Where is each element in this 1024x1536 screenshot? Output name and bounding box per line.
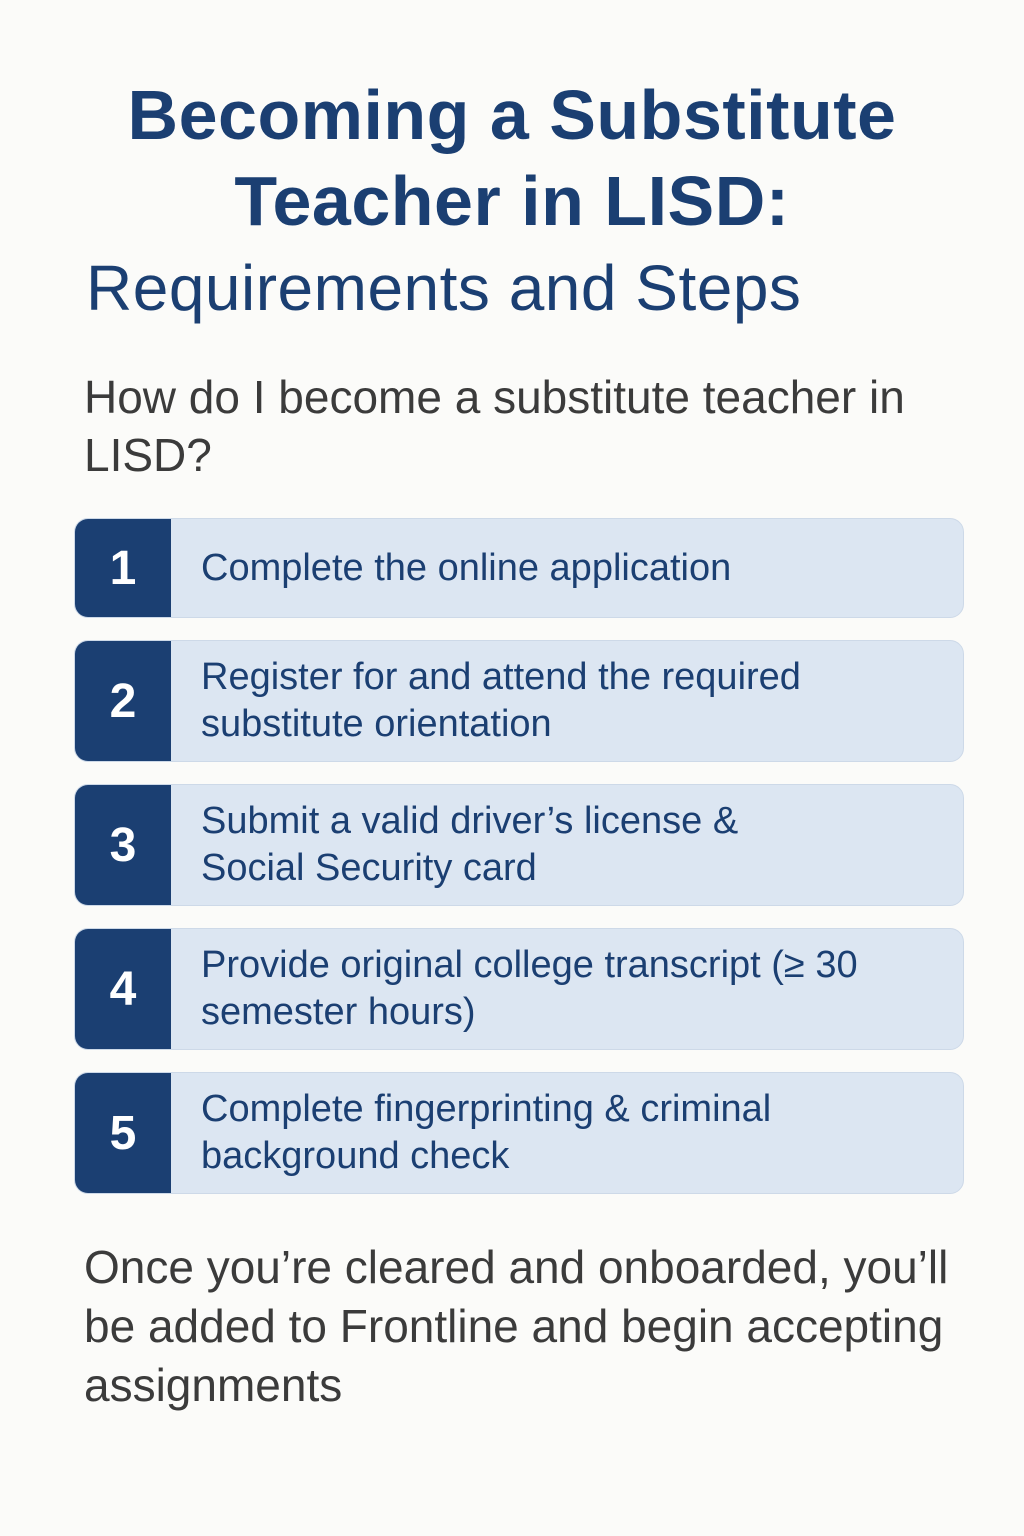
step-item-5 [74, 1072, 964, 1194]
step-text: Complete fingerprinting & criminal background check [201, 1088, 772, 1177]
step-text: Provide original college transcript (≥ 30 semester hours) [201, 944, 858, 1033]
step-item-2 [74, 640, 964, 762]
step-number-badge: 4 [75, 929, 171, 1049]
step-text: Register for and attend the required substitute orientation [201, 656, 801, 745]
step-number-badge: 2 [75, 641, 171, 761]
step-text: Complete the online application [201, 546, 732, 589]
step-number-badge: 3 [75, 785, 171, 905]
step-item-4 [74, 928, 964, 1050]
page-subtitle: Requirements and Steps [86, 252, 802, 324]
closing-statement: Once you’re cleared and onboarded, you’ll be added to Frontline and begin accepting assignments [84, 1241, 949, 1411]
step-item-3 [74, 784, 964, 906]
step-text: Submit a valid driver’s license & Social Security card [201, 800, 739, 889]
steps-list [74, 518, 964, 1216]
step-number-badge: 5 [75, 1073, 171, 1193]
step-item-1 [74, 518, 964, 618]
title-line-1: Becoming a Substitute [127, 76, 897, 154]
page-title [0, 72, 1024, 244]
title-line-2: Teacher in LISD: [234, 162, 790, 240]
step-number-badge: 1 [75, 519, 171, 617]
faq-question: How do I become a substitute teacher in LISD? [84, 371, 905, 481]
